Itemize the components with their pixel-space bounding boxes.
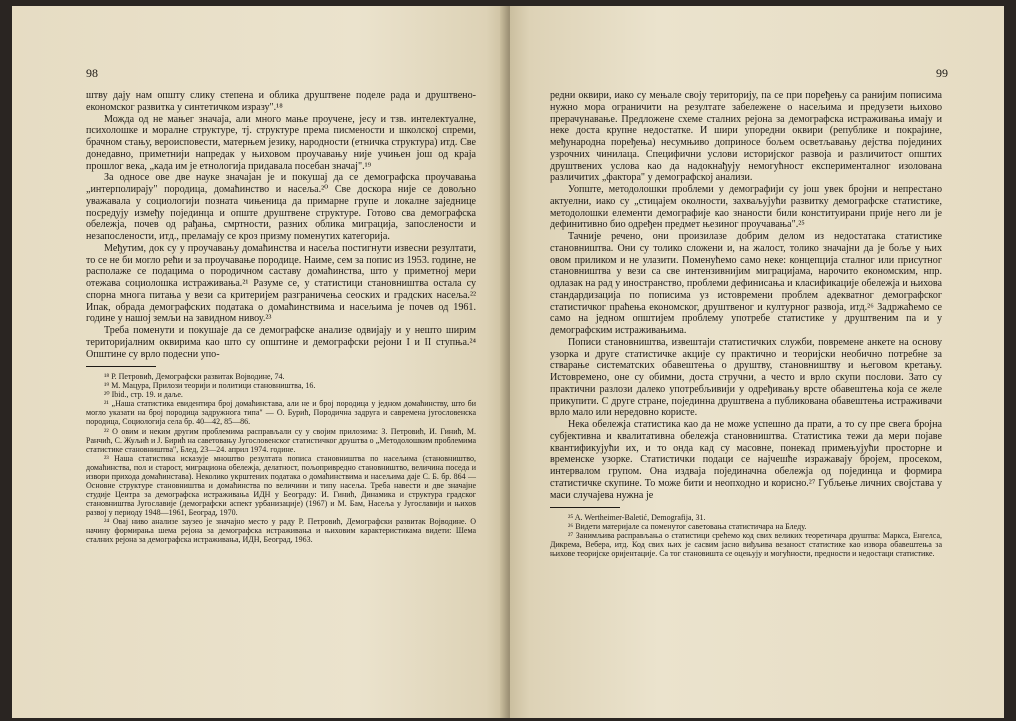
paragraph: редни оквири, иако су мењале своју територију, па се при поређењу са ранијим пописима нужно мора ограничити на резултате забележене о насељима и предузети њихово прерачунавање. Предложене схеме сталних рејона за демографска истраживања имају и неке доста крупне недостатке. И шири упоредни оквири (републике и покрајине, међународна поређења) несумњиво доприносе бољем осветљавању дејства појединих узрочних чинилаца. Специфични услови историјског развоја и различитост општих друштвених услова као да надокнађују немогућност експерименталног изолована различитих „фактора" у демографској анализи. [550, 90, 942, 184]
right-page-body [550, 90, 942, 558]
footnote: ²⁰ Ibid., стр. 19. и даље. [104, 390, 183, 400]
footnote: ²⁷ Занимљива расправљања о статистици срећемо код свих великих теоретичара друштва: Маркса, Енгелса, Дикрема, Вебера, итд. Код свих њих је сасвим јасно виђљива везаност статистике као извора обавештења за њихове теоријске оријентације. Са тог становишта се оцењују и могућности, предности и недостаци статистике. [550, 531, 942, 559]
paragraph: штву дају нам општу слику степена и облика друштвене поделе рада и друштвено-економског развитка у синтетичком изразу".¹⁸ [86, 90, 476, 113]
footnote: ¹⁸ Р. Петровић, Демографски развитак Војводине, 74. [104, 372, 285, 382]
footnote: ¹⁹ М. Мацура, Прилози теорији и политици становништва, 16. [104, 381, 316, 391]
paragraph: За односе ове две науке значајан је и покушај да се демографска проучавања „интерполирају" породица, домаћинство и насеља.²⁰ Све доскора није се довољно уважавала у социологији позната чињеница да примарне групе и локалне заједнице посредују између појединца и опште друштвене структуре. Готово сва демографска обележја, почев од рађања, смртности, разних облика миграција, запослености и незапослености, итд., преламају се кроз призму поменутих категорија. [86, 172, 476, 242]
footnote: ²² О овим и неким другим проблемима расправљали су у својим прилозима: З. Петровић, И. Гинић, М. Ранчић, С. Жуљић и Ј. Бирић на саветовању Југословенског статистичког друштва о „Методолошким проблемима статистике становништва", Блед, 23—24. април 1974. године. [86, 426, 476, 454]
footnote: ²⁶ Видети материјале са поменутог саветовања статистичара на Бледу. [568, 522, 807, 532]
paragraph: Можда од не мањег значаја, али много мање проучене, јесу и тзв. интелектуалне, психолошке и моралне структуре, тј. структуре према писмености и школској спреми, брачном стању, вероисповести, матерњем језику, народности (етничка структура) итд. Све донедавно, приметнији напредак у њиховом проучавању није учињен још од краја прошлог века, „када им је етнологија придавала посебан значај".¹⁹ [86, 113, 476, 172]
footnote: ²¹ „Наша статистика евидентира број домаћинстава, али не и број породица у једном домаћинству, што би могло указати на број породица задружнога типа" — О. Бурић, Породична задруга и савремена југословенска породица, Социологија села бр. 40—42, 85—86. [86, 399, 476, 427]
right-page [510, 6, 1004, 718]
footnote: ²³ Наша статистика исказује мноштво резултата пописа становништва по насељима (становништво, домаћинства, пол и старост, миграциона обележја, делатност, пољопривредно становништво, величина поседа и извори прихода домаћинстава). Неколико укрштених података о домаћинствима и насељима даје С. Б. бр. 864 — Основне структуре становништва и домаћинства по величини и типу насеља. Треба навести и две значајне студије Центра за демографска истраживања ИДН у Београду: И. Гинић, Динамика и структура градског становништва Југославије (демографски аспект урбанизације) (1967) и М. Бам, Насеља у Југославији и њихов развој у периоду 1948—1961, Београд, 1970. [86, 453, 476, 517]
paragraph: Међутим, док су у проучавању домаћинства и насеља постигнути извесни резултати, то се не би могло рећи и за проучавање породице. Наиме, сем за попис из 1953. године, не располаже се подацима о породичном саставу домаћинства, што у приметној мери отежава социолошка истраживања.²¹ Разуме се, у статистици становништва остала су спорна многа питања у вези са критеријем разграничења сеоских и градских насеља.²² Ипак, обрада демографских података о домаћинствима и насељима је почев од 1961. године у нашој земљи на завидном нивоу.²³ [86, 242, 476, 325]
footnote: ²⁵ A. Wertheimer-Baletić, Demografija, 31. [568, 513, 706, 523]
paragraph: Пописи становништва, извештаји статистичких служби, повремене анкете на основу узорка и друге статистичке акције су практично и теоријски необично потребне за стварање систематских обавештења о друштву, становништву и његовом кретању. Истовремено, оне су обимни, доста стручни, а често и врло скупи послови. Зато су практични разлози далеко употребљивији у одређивању врсте обавештења која се желе прикупити. С друге стране, појединна друштвена а публикована обавештења истраживачи врло мало или нередовно користе. [550, 336, 942, 419]
paragraph: Треба поменути и покушаје да се демографске анализе одвијају и у нешто ширим територијалним оквирима као што су општине и демографски рејони I и II ступња.²⁴ Општине су врло подесни упо- [86, 325, 476, 360]
footnote: ²⁴ Овај ниво анализе заузео је значајно место у раду Р. Петровић, Демографски развитак Војводине. О начину формирања шема рејона за демографска истраживања и њиховим карактеристикама видети: Шема сталних рејона за демографска истраживања, ИДН, Београд, 1963. [86, 517, 476, 545]
page-number: 99 [936, 66, 948, 80]
page-number: 98 [86, 66, 98, 80]
footnote-rule [86, 366, 156, 367]
left-page-body [86, 90, 476, 544]
footnote-rule [550, 507, 620, 508]
paragraph: Уопште, методолошки проблеми у демографији су још увек бројни и непрестано актуелни, иако су „стицајем околности, захваљујући развитку демографске статистике, методолошки елементи демографије као знаности били конституирани прије него ли је дефинитивно био одређен предмет њезиног проучавања".²⁵ [550, 184, 942, 231]
paragraph: Нека обележја статистика као да не може успешно да прати, а то су пре свега бројна субјективна и квалитативна обележја становништва. Статистика тежи да мери појаве квантификујући их, и то онда кад су масовне, понекад примењујући просторне и временске узорке. Статистички подаци се најчешће изражавају бројем, просеком, интервалом групом. Она издваја појединачна обележја од појединца и формира статистичке скупине. То може бити и неопходно и корисно.²⁷ Губљење личних својстава у маси случајева нужна је [550, 419, 942, 501]
left-page [12, 6, 506, 718]
paragraph: Тачније речено, они произилазе добрим делом из недостатака статистике становништва. Они су толико сложени и, на жалост, толико значајни да је боље у њих овом приликом и не улазити. Поменућемо само неке: концепција сталног или присутног становништва у вези са све интензивнијим миграцијама, нарочито економским, нпр. одлазак на рад у иностранство, проблеми дефинисања и класификације обележја и њихова стандардизација по пописима уз истовремени проблем адекватног демографског статистичког праћења економског, друштвеног и културног развоја, итд.²⁶ Задржаћемо се само на једном општијем проблему употребе статистике у друштвеним па и у демографским истраживањима. [550, 231, 942, 336]
